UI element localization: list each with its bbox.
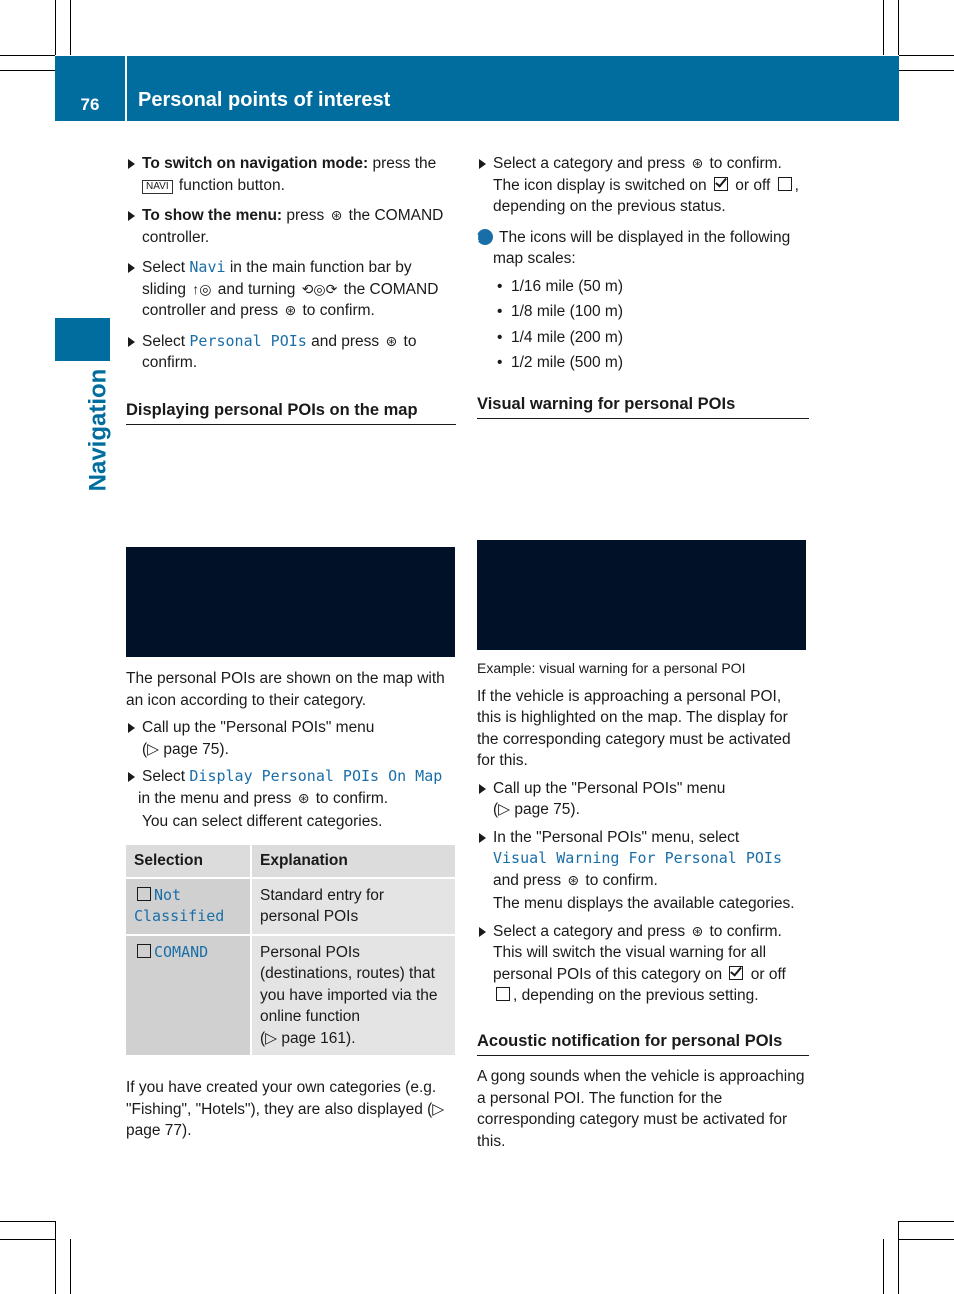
- step-text: Select: [142, 332, 190, 350]
- checkbox-empty-icon: [778, 177, 792, 191]
- cell-text: Personal POIs (destinations, routes) that you have imported via the online function: [260, 943, 438, 1025]
- checkbox-checked-icon: [729, 966, 743, 980]
- info-note: [474, 227, 809, 270]
- page-number: 76: [80, 95, 100, 114]
- page-reference: (▷ page 161).: [260, 1029, 356, 1047]
- step-lead: To show the menu:: [142, 207, 283, 224]
- step-text: to confirm.: [311, 789, 389, 807]
- step-lead: To switch on navigation mode:: [142, 155, 369, 172]
- list-item: • 1/2 mile (500 m): [493, 352, 809, 374]
- step-text: or off: [746, 965, 786, 983]
- step-text: and press: [306, 332, 384, 350]
- table-row: [126, 878, 455, 935]
- table-cell: Standard entry for personal POIs: [251, 878, 455, 935]
- left-column: [126, 153, 456, 425]
- instruction-step: [477, 778, 809, 821]
- crop-mark: [898, 1221, 899, 1294]
- page-reference: (▷ page 75).: [493, 801, 580, 818]
- step-arrow-icon: [128, 263, 135, 273]
- category-option: COMAND: [154, 942, 209, 961]
- menu-item-visual-warning: Visual Warning For Personal POIs: [493, 849, 782, 867]
- crop-mark: [899, 1239, 954, 1240]
- step-note: The menu displays the available categories.: [493, 895, 795, 912]
- press-controller-icon: ⊛: [567, 871, 580, 888]
- paragraph: If the vehicle is approaching a personal POI, this is highlighted on the map. The display for the corresponding category must be activated for this.: [477, 687, 791, 769]
- navi-key-icon: NAVI: [142, 180, 173, 194]
- menu-item-display-pois: Display Personal POIs On Map: [189, 767, 443, 785]
- step-text: Select: [142, 768, 190, 785]
- table-cell: [251, 935, 455, 1056]
- step-text: press: [282, 207, 329, 224]
- paragraph: If you have created your own categories (e.g. "Fishing", "Hotels"), they are also displayed (▷ page 77).: [126, 1079, 445, 1139]
- crop-mark: [898, 0, 899, 55]
- scale-list: [493, 276, 809, 374]
- press-controller-icon: ⊛: [385, 332, 398, 349]
- step-text: in the menu and press: [138, 789, 296, 807]
- instruction-step: [477, 827, 809, 915]
- step-text: to confirm.: [705, 922, 782, 940]
- step-text: Select a category and press: [493, 922, 690, 940]
- crop-mark: [0, 1221, 55, 1222]
- right-column-lower: [477, 658, 809, 1152]
- press-controller-icon: ⊛: [691, 922, 704, 939]
- instruction-step: [126, 257, 456, 322]
- step-text: Call up the "Personal POIs" menu: [142, 719, 375, 736]
- map-screen-image: [126, 547, 455, 657]
- paragraph: A gong sounds when the vehicle is approaching a personal POI. The function for the corresponding category must be activated for this.: [477, 1068, 805, 1150]
- instruction-step: [126, 153, 456, 196]
- section-heading: Acoustic notification for personal POIs: [477, 1031, 809, 1057]
- instruction-step: [126, 331, 456, 374]
- press-controller-icon: ⊛: [297, 789, 310, 806]
- press-controller-icon: ⊛: [284, 302, 297, 318]
- step-text: and press: [493, 871, 566, 889]
- side-tab-label: Navigation: [84, 368, 112, 492]
- step-arrow-icon: [128, 723, 135, 733]
- crop-mark: [55, 1221, 56, 1294]
- step-arrow-icon: [128, 159, 135, 169]
- step-arrow-icon: [479, 784, 486, 794]
- page-title: Personal points of interest: [138, 89, 391, 111]
- page-reference: (▷ page 75).: [142, 740, 229, 758]
- instruction-step: [126, 205, 456, 248]
- side-tab-marker: [55, 318, 110, 361]
- menu-item-navi: Navi: [189, 258, 226, 276]
- info-icon: i: [477, 229, 493, 245]
- crop-mark: [899, 55, 954, 56]
- step-arrow-icon: [479, 833, 486, 843]
- step-text: to confirm.: [298, 302, 375, 319]
- step-text: press the: [368, 155, 437, 172]
- step-text: Select: [142, 259, 190, 276]
- table-header-row: [126, 845, 455, 878]
- step-text: to confirm.: [581, 871, 658, 889]
- category-option: Not Classified: [134, 885, 225, 925]
- slide-controller-icon: ↑◎: [192, 280, 212, 297]
- step-arrow-icon: [479, 927, 486, 937]
- step-text: and turning: [213, 280, 300, 298]
- column-header: Selection: [126, 845, 251, 878]
- press-controller-icon: ⊛: [330, 207, 343, 223]
- table-cell: [126, 878, 251, 935]
- step-text: , depending on the previous setting.: [513, 987, 759, 1004]
- checkbox-icon: [137, 887, 151, 901]
- turn-controller-icon: ⟲◎⟳: [301, 280, 338, 297]
- crop-mark: [70, 0, 71, 55]
- info-text: The icons will be displayed in the following map scales:: [493, 228, 791, 267]
- crop-mark: [0, 70, 55, 71]
- instruction-step: [126, 766, 458, 833]
- visual-warning-screen-image: [477, 540, 806, 650]
- right-column: [474, 153, 809, 419]
- list-item: • 1/4 mile (200 m): [493, 327, 809, 349]
- step-text: Select a category and press: [493, 155, 690, 172]
- crop-mark: [883, 1239, 884, 1294]
- step-text: in the main function bar by sliding: [142, 259, 412, 298]
- image-caption: Example: visual warning for a personal POI: [477, 660, 746, 676]
- step-text: In the "Personal POIs" menu, select: [493, 828, 740, 846]
- step-text: This will switch the visual warning for all personal POIs of this category on: [493, 944, 767, 983]
- crop-mark: [70, 1239, 71, 1294]
- checkbox-checked-icon: [714, 177, 728, 191]
- step-text: function button.: [174, 176, 285, 194]
- header-divider: [125, 56, 127, 121]
- crop-mark: [0, 55, 55, 56]
- press-controller-icon: ⊛: [691, 155, 704, 171]
- selection-table: [126, 845, 455, 1056]
- step-arrow-icon: [128, 211, 135, 221]
- checkbox-empty-icon: [496, 987, 510, 1001]
- instruction-step: [477, 921, 809, 1007]
- step-arrow-icon: [128, 337, 135, 347]
- step-text: to confirm.: [142, 332, 417, 371]
- crop-mark: [883, 0, 884, 55]
- paragraph: The personal POIs are shown on the map with an icon according to their category.: [126, 670, 445, 709]
- step-arrow-icon: [128, 772, 135, 782]
- menu-item-personal-pois: Personal POIs: [189, 331, 307, 350]
- step-text: to confirm.: [705, 155, 782, 172]
- step-text: the COMAND controller and press: [142, 280, 439, 319]
- table-row: [126, 935, 455, 1056]
- step-text: the COMAND controller.: [142, 207, 444, 246]
- left-column-lower: [126, 668, 458, 1142]
- step-text: or off: [730, 176, 775, 194]
- checkbox-icon: [137, 944, 151, 958]
- section-heading: Visual warning for personal POIs: [477, 394, 809, 420]
- step-note: You can select different categories.: [142, 813, 383, 830]
- column-header: Explanation: [251, 845, 455, 878]
- section-heading: Displaying personal POIs on the map: [126, 400, 456, 426]
- step-text: The icon display is switched on: [493, 176, 711, 194]
- crop-mark: [0, 1239, 55, 1240]
- crop-mark: [899, 1221, 954, 1222]
- instruction-step: [126, 717, 458, 760]
- crop-mark: [55, 0, 56, 55]
- instruction-step: [477, 153, 809, 218]
- list-item: • 1/8 mile (100 m): [493, 301, 809, 323]
- step-text: , depending on the previous status.: [493, 176, 799, 215]
- list-item: • 1/16 mile (50 m): [493, 276, 809, 298]
- step-text: Call up the "Personal POIs" menu: [493, 779, 726, 797]
- step-arrow-icon: [479, 159, 486, 169]
- table-cell: [126, 935, 251, 1056]
- crop-mark: [899, 70, 954, 71]
